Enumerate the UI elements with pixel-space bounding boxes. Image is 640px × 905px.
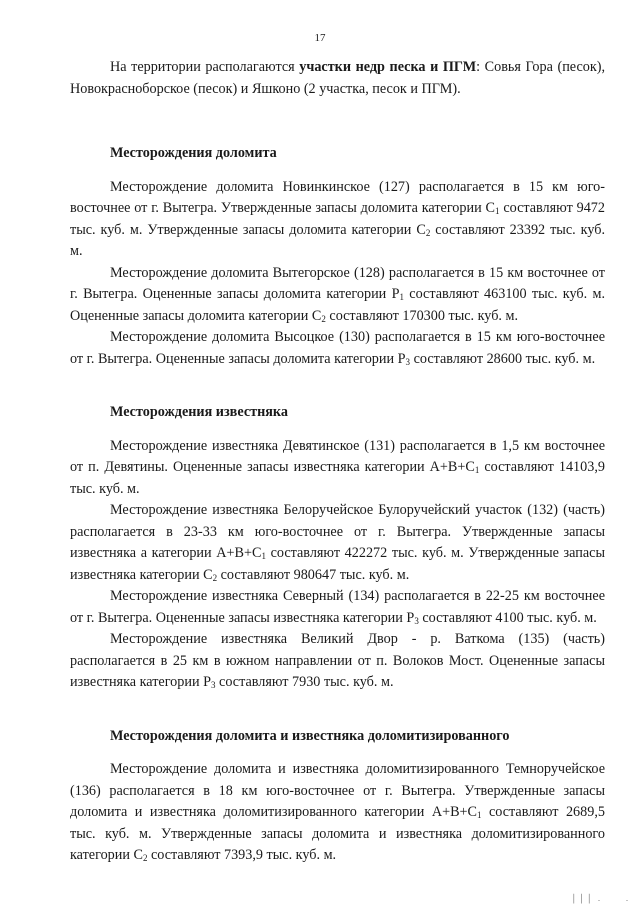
text: составляют 4100 тыс. куб. м. xyxy=(418,609,597,626)
limestone-severny-paragraph xyxy=(70,586,605,629)
subscript: 1 xyxy=(261,551,266,561)
subscript: 3 xyxy=(210,680,216,690)
text: составляют 14103,9 тыс. куб. м. xyxy=(70,459,605,497)
text: составляют 7393,9 тыс. куб. м. xyxy=(147,847,337,863)
intro-text-end: : Совья Гора (песок), Новокрасноборское (песок) и Яшконо (2 участка, песок и ПГМ). xyxy=(70,59,606,97)
text: составляют 28600 тыс. куб. м. xyxy=(410,350,596,367)
limestone-velikiy-dvor-paragraph xyxy=(70,629,605,694)
text: составляют 170300 тыс. куб. м. xyxy=(325,307,519,324)
subscript: 2 xyxy=(142,853,148,863)
spacer xyxy=(70,424,605,436)
subscript: 1 xyxy=(474,465,480,475)
subscript: 1 xyxy=(399,292,404,302)
subscript: 1 xyxy=(477,810,482,820)
subscript: 3 xyxy=(414,615,419,626)
text: Месторождение доломита и известняка доломитизированного Темноручейское (136) располагается в 18 км юго-восточнее от г. Вытегра. Утвержденные запасы доломита и известняка доломитизированного категории А+В+С xyxy=(70,761,605,820)
dolomite-novinkinskoe-paragraph xyxy=(70,177,605,263)
spacer xyxy=(70,100,605,143)
dolomite-vytegorskoe-paragraph xyxy=(70,263,605,328)
subscript: 2 xyxy=(425,227,431,238)
text: Месторождение известняка Великий Двор - р. Ваткома (135) (часть) располагается в 25 км в южном направлении от п. Волоков Мост. Оцененные запасы известняка категории Р xyxy=(70,631,605,690)
text: Месторождение известняка Белоручейское Булоручейский участок (132) (часть) располагается в 23-33 км юго-восточнее от г. Вытегра. Утвержденные запасы известняка а категории А+В+С xyxy=(70,502,605,561)
intro-text: На территории располагаются xyxy=(110,59,300,75)
text: Месторождение доломита Новинкинское (127) располагается в 15 км юго-восточнее от г. Вытегра. Утвержденные запасы доломита категории С xyxy=(70,178,605,216)
subscript: 3 xyxy=(405,356,411,367)
limestone-belorucheyskoe-paragraph xyxy=(70,500,605,586)
intro-paragraph xyxy=(70,57,605,100)
text: составляют 2689,5 тыс. куб. м. Утвержденные запасы доломита и известняка доломитизированного категории С xyxy=(70,804,605,863)
subscript: 2 xyxy=(212,572,218,583)
text: составляют 463100 тыс. куб. м. Оцененные запасы доломита категории С xyxy=(70,286,605,324)
text: Месторождение известняка Северный (134) располагается в 22-25 км восточнее от г. Вытегра. Оцененные запасы известняка категории Р xyxy=(70,588,605,626)
dolomite-vysotskoe-paragraph xyxy=(70,327,605,370)
text: составляют 422272 тыс. куб. м. Утвержденные запасы известняка категории С xyxy=(70,545,605,583)
spacer xyxy=(70,694,605,726)
subscript: 1 xyxy=(494,206,500,216)
limestone-devyatinskoe-paragraph xyxy=(70,436,605,501)
temnorucheyskoe-paragraph xyxy=(70,759,605,867)
document-body xyxy=(70,57,605,867)
spacer xyxy=(70,747,605,759)
limestone-heading: Месторождения известняка xyxy=(110,404,288,420)
scan-artifact: │││ . . xyxy=(570,894,630,903)
dolomite-limestone-heading: Месторождения доломита и известняка доломитизированного xyxy=(110,727,510,744)
text: Месторождение известняка Девятинское (131) располагается в 1,5 км восточнее от п. Девятины. Оцененные запасы известняка категории А+В+С xyxy=(70,437,605,475)
text: Месторождение доломита Высоцкое (130) располагается в 15 км юго-восточнее от г. Вытегра. Оцененные запасы доломита категории Р xyxy=(70,329,605,367)
spacer xyxy=(70,165,605,177)
page-number: 17 xyxy=(314,32,326,44)
dolomite-heading: Месторождения доломита xyxy=(110,145,277,161)
intro-bold-text: участки недр песка и ПГМ xyxy=(299,59,477,75)
subscript: 2 xyxy=(321,313,326,324)
text: Месторождение доломита Вытегорское (128) располагается в 15 км восточнее от г. Вытегра. Оцененные запасы доломита категории Р xyxy=(70,264,605,302)
text: составляют 980647 тыс. куб. м. xyxy=(217,566,410,583)
text: составляют 7930 тыс. куб. м. xyxy=(215,674,394,690)
text: составляют 9472 тыс. куб. м. Утвержденные запасы доломита категории С xyxy=(70,200,605,238)
text: составляют 23392 тыс. куб. м. xyxy=(70,221,605,259)
spacer xyxy=(70,370,605,402)
